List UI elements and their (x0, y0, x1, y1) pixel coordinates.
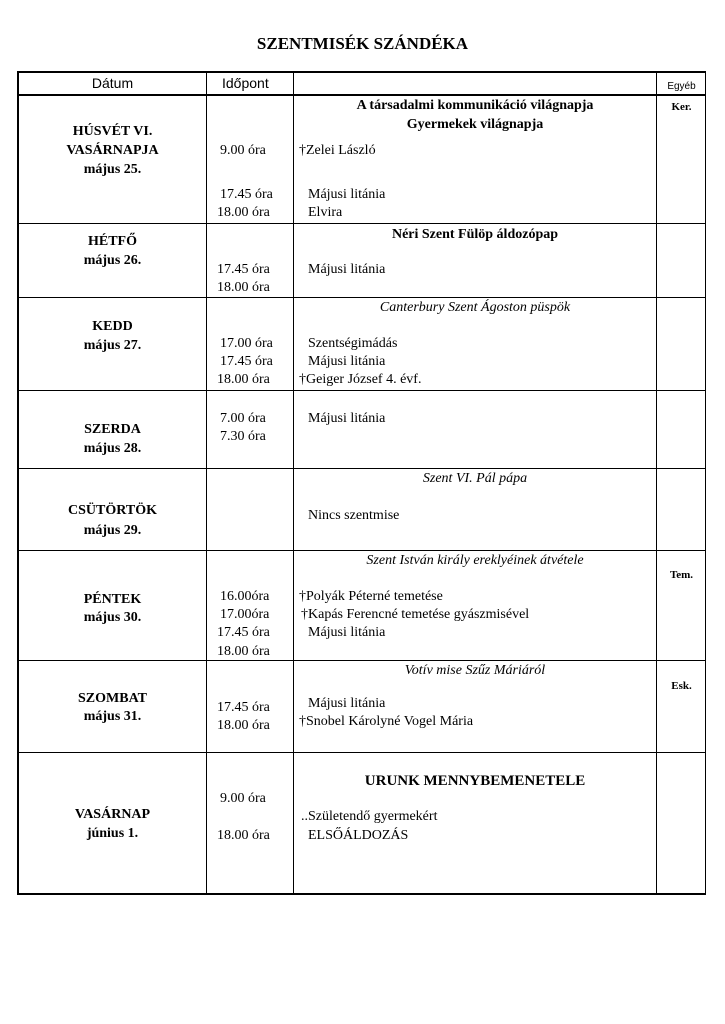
mass-time: 16.00óra (220, 589, 270, 604)
day-date: május 26. (83, 253, 142, 268)
feast-label: A társadalmi kommunikáció világnapja (356, 98, 594, 113)
row-divider (17, 752, 706, 753)
column-divider-date (206, 71, 207, 895)
feast-label: URUNK MENNYBEMENETELE (364, 773, 586, 789)
day-name: HÚSVÉT VI. (72, 124, 153, 139)
mass-time: 18.00 óra (217, 280, 270, 295)
mass-intention: Májusi litánia (308, 411, 386, 426)
mass-intention: Nincs szentmise (308, 508, 400, 523)
mass-time: 18.00 óra (217, 205, 270, 220)
mass-time: 17.00óra (220, 607, 270, 622)
mass-time: 17.45 óra (220, 187, 273, 202)
mass-time: 9.00 óra (220, 791, 266, 806)
mass-time: 17.45 óra (217, 262, 270, 277)
row-divider (17, 223, 706, 224)
day-name: CSÜTÖRTÖK (68, 503, 157, 518)
mass-intention: Májusi litánia (308, 262, 386, 277)
header-time: Időpont (222, 75, 269, 91)
mass-intention: †Snobel Károlyné Vogel Mária (299, 714, 474, 729)
header-divider (17, 94, 706, 96)
row-divider (17, 468, 706, 469)
day-date: május 29. (83, 523, 142, 538)
mass-time: 18.00 óra (217, 372, 270, 387)
row-divider (17, 390, 706, 391)
mass-intention: †Geiger József 4. évf. (299, 372, 422, 387)
mass-time: 17.00 óra (220, 336, 273, 351)
column-divider-other (656, 71, 657, 895)
mass-time: 18.00 óra (217, 828, 270, 843)
day-name: PÉNTEK (83, 592, 142, 607)
day-date: május 28. (83, 441, 142, 456)
mass-intention: †Polyák Péterné temetése (299, 589, 443, 604)
day-name: SZOMBAT (78, 691, 147, 706)
row-divider (17, 297, 706, 298)
mass-intention: Májusi litánia (308, 187, 386, 202)
day-date: június 1. (86, 826, 139, 841)
mass-intention: Májusi litánia (308, 625, 386, 640)
day-date: május 25. (83, 162, 142, 177)
mass-time: 7.30 óra (220, 429, 266, 444)
header-date: Dátum (91, 75, 134, 91)
other-note: Esk. (671, 680, 692, 692)
page-title: SZENTMISÉK SZÁNDÉKA (256, 34, 469, 53)
mass-time: 17.45 óra (217, 625, 270, 640)
mass-intention: †Kapás Ferencné temetése gyászmisével (301, 607, 530, 622)
feast-label: Votív mise Szűz Máriáról (404, 663, 546, 678)
mass-time: 7.00 óra (220, 411, 266, 426)
day-name: VASÁRNAPJA (66, 143, 159, 158)
day-date: május 30. (83, 610, 142, 625)
mass-intention: Májusi litánia (308, 696, 386, 711)
mass-intention: ..Születendő gyermekért (301, 809, 438, 824)
header-other: Egyéb (667, 81, 696, 92)
feast-label: Szent István király ereklyéinek átvétele (366, 553, 584, 568)
feast-label: Szent VI. Pál pápa (422, 471, 528, 486)
mass-intention: Szentségimádás (308, 336, 398, 351)
feast-label: Gyermekek világnapja (406, 117, 544, 132)
mass-time: 9.00 óra (220, 143, 266, 158)
mass-time: 18.00 óra (217, 718, 270, 733)
day-date: május 27. (83, 338, 142, 353)
feast-label: Canterbury Szent Ágoston püspök (379, 300, 571, 315)
mass-time: 18.00 óra (217, 644, 270, 659)
day-date: május 31. (83, 709, 142, 724)
mass-intention: †Zelei László (299, 143, 376, 158)
mass-time: 17.45 óra (220, 354, 273, 369)
row-divider (17, 550, 706, 551)
row-divider (17, 660, 706, 661)
day-name: SZERDA (84, 422, 141, 437)
day-name: HÉTFŐ (87, 234, 137, 249)
day-name: VASÁRNAP (74, 807, 151, 822)
other-note: Ker. (671, 101, 692, 113)
other-note: Tem. (669, 569, 694, 581)
feast-label: Néri Szent Fülöp áldozópap (391, 227, 559, 242)
day-name: KEDD (92, 319, 133, 334)
mass-intention: Elvira (308, 205, 343, 220)
mass-time: 17.45 óra (217, 700, 270, 715)
mass-intention: ELSŐÁLDOZÁS (308, 828, 409, 843)
mass-intention: Májusi litánia (308, 354, 386, 369)
